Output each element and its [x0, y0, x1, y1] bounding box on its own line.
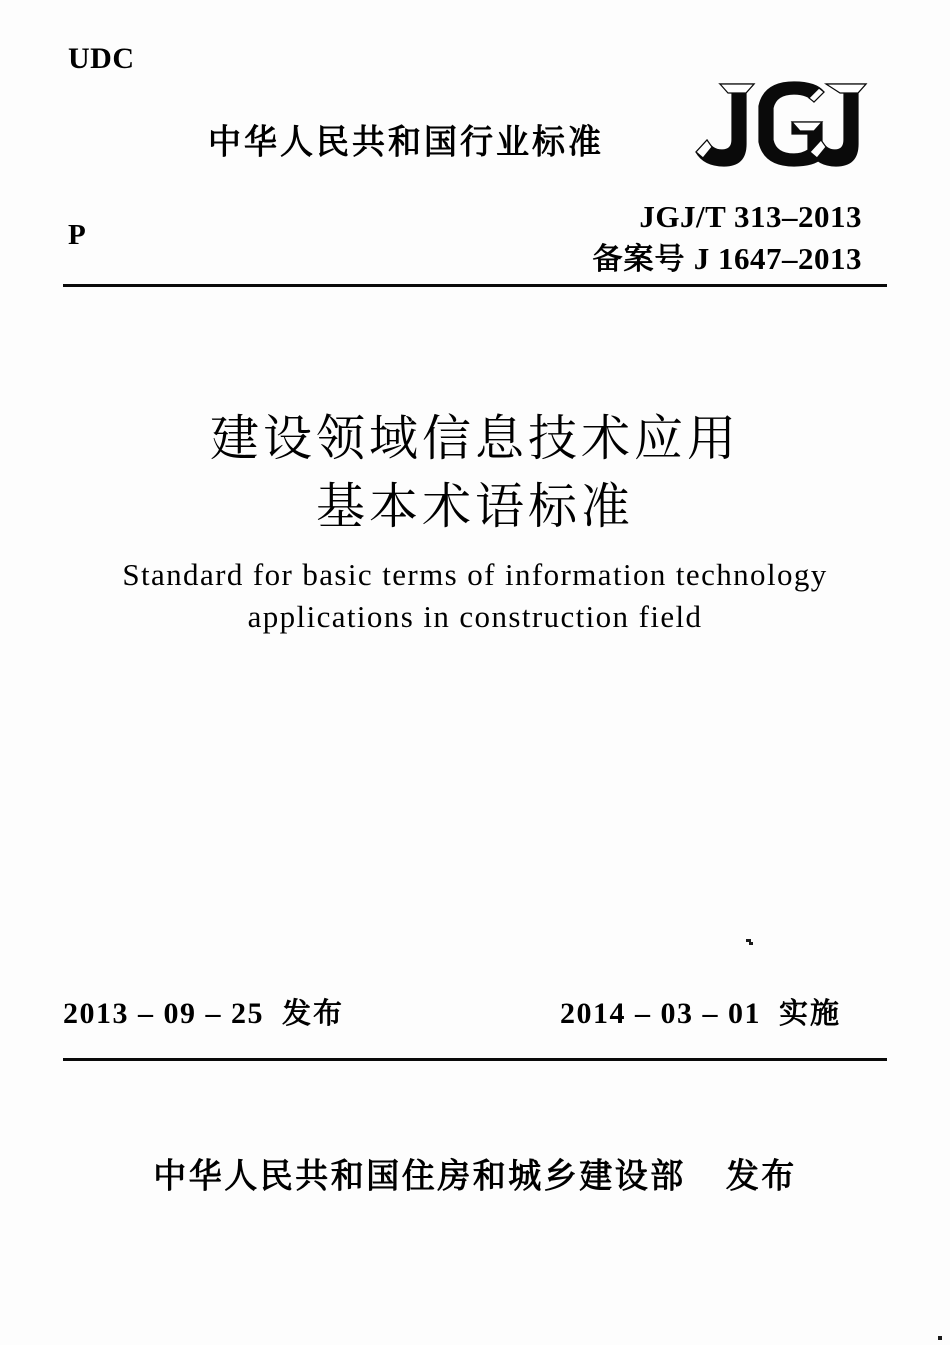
issue-date: 2013 – 09 – 25 — [63, 997, 264, 1030]
jgj-logo-icon — [676, 78, 876, 178]
record-number: J 1647–2013 — [693, 241, 862, 276]
title-line-1: 建设领域信息技术应用 — [209, 410, 740, 467]
issue-date-verb: 发布 — [282, 996, 345, 1030]
standard-number: JGJ/T 313–2013 — [639, 199, 862, 234]
footer-divider — [63, 1058, 887, 1061]
publisher-name: 中华人民共和国住房和城乡建设部 — [153, 1155, 686, 1196]
standard-number-block — [593, 196, 863, 281]
record-number-prefix: 备案号 — [592, 242, 686, 277]
subtitle-line-2: applications in construction field — [247, 599, 703, 634]
page-title — [0, 405, 950, 541]
effective-date-group — [560, 991, 841, 1032]
effective-date-verb: 实施 — [779, 996, 842, 1030]
record-number-line — [593, 238, 863, 281]
issue-date-group — [63, 991, 344, 1032]
national-standard-header: 中华人民共和国行业标准 — [208, 121, 604, 162]
publisher-verb: 发布 — [725, 1155, 797, 1196]
scan-speck — [749, 942, 753, 945]
title-line-2: 基本术语标准 — [315, 478, 634, 535]
publisher-line — [0, 1149, 950, 1197]
udc-label: UDC — [68, 42, 135, 75]
page-subtitle-english — [0, 554, 950, 638]
scan-speck — [938, 1336, 942, 1340]
subtitle-line-1: Standard for basic terms of information technology — [122, 557, 828, 592]
effective-date: 2014 – 03 – 01 — [560, 997, 761, 1030]
header-divider — [63, 284, 887, 287]
classification-code: P — [68, 219, 86, 251]
